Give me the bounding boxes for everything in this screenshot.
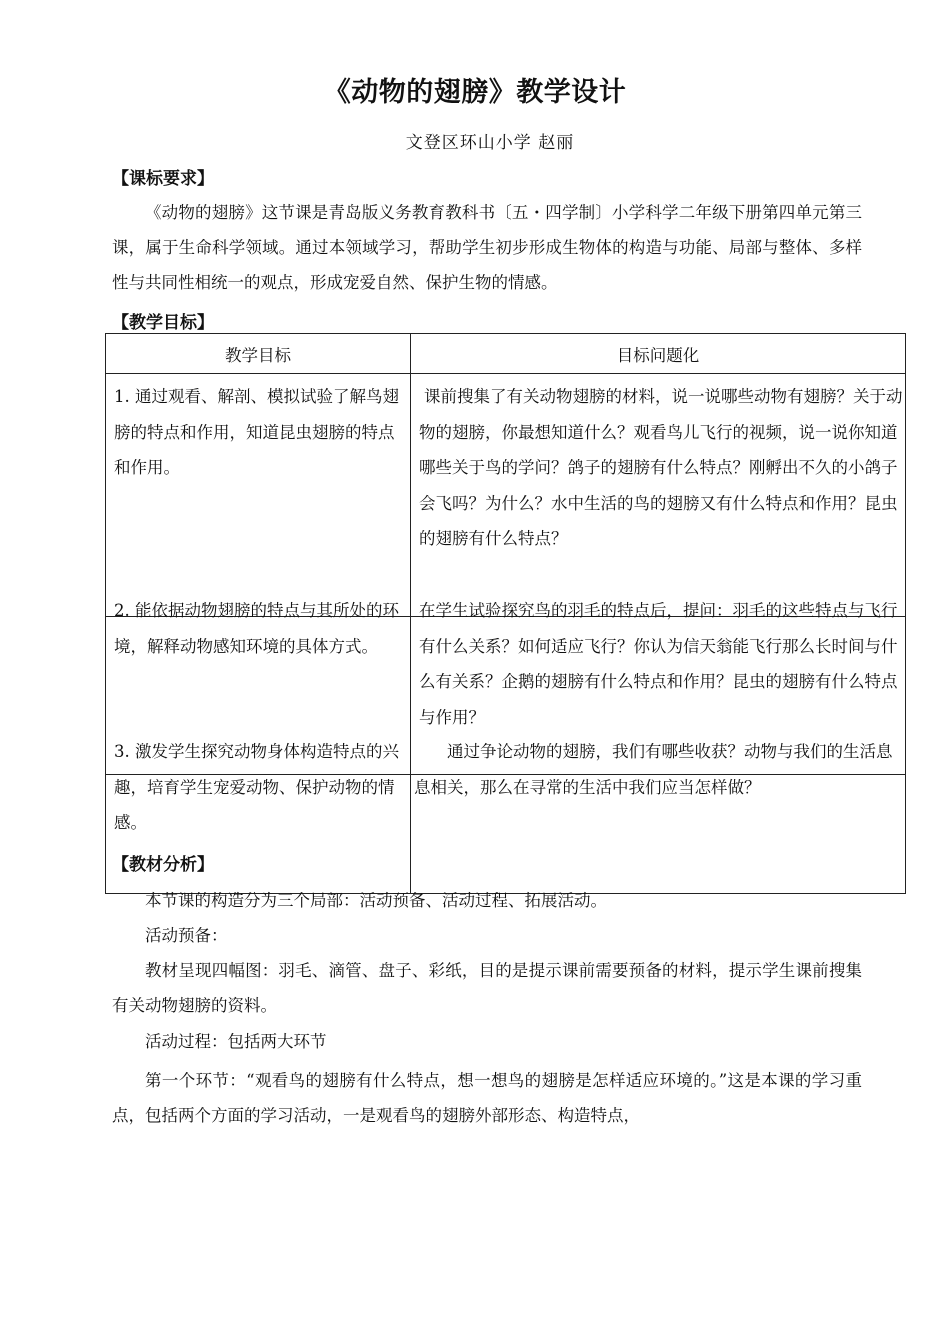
table-cell-questions-3: 通过争论动物的翅膀，我们有哪些收获？动物与我们的生活息息相关，那么在寻常的生活中我们应当怎样做？ [414,742,893,797]
table-header-goal: 教学目标 [225,346,291,365]
table-cell-questions-1: 课前搜集了有关动物翅膀的材料，说一说哪些动物有翅膀？关于动物的翅膀，你最想知道什么？观看鸟儿飞行的视频，说一说你知道哪些关于鸟的学问？鸽子的翅膀有什么特点？刚孵出不久的小鸽子会飞吗？为什么？水中生活的鸟的翅膀又有什么特点和作用？昆虫的翅膀有什么特点？ [419,387,903,548]
table-cell-questions-2: 在学生试验探究鸟的羽毛的特点后，提问：羽毛的这些特点与飞行有什么关系？如何适应飞行？你认为信天翁能飞行那么长时间与什么有关系？企鹅的翅膀有什么特点和作用？昆虫的翅膀有什么特点与作用？ [419,601,898,727]
material-paragraph-4: 活动过程：包括两大环节 [145,1032,327,1051]
table-cell-goal-2: 2. 能依据动物翅膀的特点与其所处的环境，解释动物感知环境的具体方式。 [114,601,399,656]
curriculum-paragraph: 《动物的翅膀》这节课是青岛版义务教育教科书〔五・四学制〕小学科学二年级下册第四单元第三课，属于生命科学领域。通过本领域学习，帮助学生初步形成生物体的构造与功能、局部与整体、多样性与共同性相统一的观点，形成宠爱自然、保护生物的情感。 [112,203,862,292]
material-paragraph-1: 本节课的构造分为三个局部：活动预备、活动过程、拓展活动。 [145,891,607,910]
table-cell-goal-3: 3. 激发学生探究动物身体构造特点的兴趣，培育学生宠爱动物、保护动物的情感。 [114,742,399,832]
material-paragraph-5: 第一个环节：“观看鸟的翅膀有什么特点，想一想鸟的翅膀是怎样适应环境的。”这是本课的学习重点，包括两个方面的学习活动，一是观看鸟的翅膀外部形态、构造特点， [112,1071,862,1125]
section-heading-curriculum: 【课标要求】 [112,169,214,189]
section-heading-goals: 【教学目标】 [112,313,214,333]
table-cell-goal-1: 1. 通过观看、解剖、模拟试验了解鸟翅膀的特点和作用，知道昆虫翅膀的特点和作用。 [114,387,399,477]
table-header-divider [106,373,905,374]
author-line: 文登区环山小学 赵丽 [405,133,575,153]
goals-table [105,333,906,894]
material-paragraph-3: 教材呈现四幅图：羽毛、滴管、盘子、彩纸，目的是提示课前需要预备的材料，提示学生课前搜集有关动物翅膀的资料。 [112,961,862,1015]
material-paragraph-2: 活动预备： [145,926,228,945]
table-header-questions: 目标问题化 [616,346,700,365]
section-heading-material: 【教材分析】 [112,855,214,875]
document-title: 《动物的翅膀》教学设计 [323,77,627,108]
table-column-divider [410,334,411,893]
